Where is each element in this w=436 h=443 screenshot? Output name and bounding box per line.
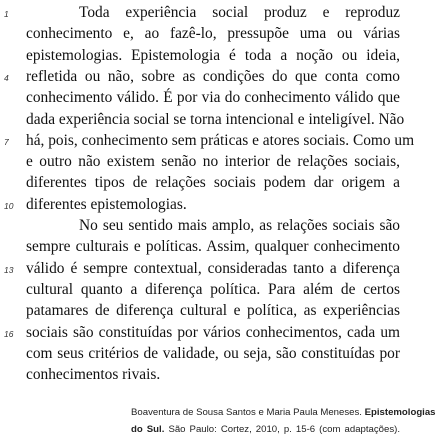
text-line-7: há, pois, conhecimento sem práticas e atores sociais. Como um <box>26 131 415 149</box>
line-number-1: 1 <box>4 9 9 19</box>
text-line-8: e outro não existem senão no interior de relações sociais, <box>26 153 400 171</box>
text-line-11: No seu sentido mais amplo, as relações sociais são <box>79 217 400 234</box>
text-line-12: sempre culturais e políticas. Assim, qualquer conhecimento <box>26 238 400 256</box>
text-line-17: com seus critérios de validade, ou seja, são constituídas por <box>26 344 400 362</box>
text-line-6: dada experiência social se torna intencional e inteligível. Não <box>26 110 405 128</box>
source-title-part2: do Sul. <box>131 424 165 435</box>
text-line-18: conhecimentos rivais. <box>26 366 161 384</box>
line-number-16: 16 <box>4 328 14 339</box>
text-line-4: refletida ou não, sobre as condições do que conta como <box>26 67 400 85</box>
text-line-15: patamares de diferença cultural e política, as experiências <box>26 302 400 320</box>
source-line-2 <box>131 421 400 438</box>
line-number-4: 4 <box>4 72 9 83</box>
text-line-13: válido é sempre contextual, consideradas tanto a diferença <box>26 259 400 277</box>
line-number-7: 7 <box>4 136 9 147</box>
text-line-2: conhecimento e, ao fazê-lo, pressupõe uma ou várias <box>26 25 400 43</box>
text-line-16: sociais são constituídas por vários conhecimentos, cada um <box>26 323 400 341</box>
text-line-10: diferentes epistemologias. <box>26 195 187 213</box>
line-number-10: 10 <box>4 200 14 211</box>
source-authors: Boaventura de Sousa Santos e Maria Paula Meneses. <box>131 407 362 418</box>
text-line-9: diferentes tipos de relações sociais podem dar origem a <box>26 174 400 192</box>
text-line-3: epistemologias. Epistemologia é toda a noção ou ideia, <box>26 46 400 64</box>
source-line-1 <box>131 404 436 421</box>
source-publication: São Paulo: Cortez, 2010, p. 15-6 (com adaptações). <box>168 424 400 435</box>
line-number-13: 13 <box>4 264 14 275</box>
source-title-part1: Epistemologias <box>364 407 436 418</box>
text-line-1: Toda experiência social produz e reproduz <box>79 4 400 21</box>
text-line-5: conhecimento válido. É por via do conhecimento válido que <box>26 89 400 107</box>
text-line-14: cultural quanto a diferença política. Para além de certos <box>26 280 400 298</box>
